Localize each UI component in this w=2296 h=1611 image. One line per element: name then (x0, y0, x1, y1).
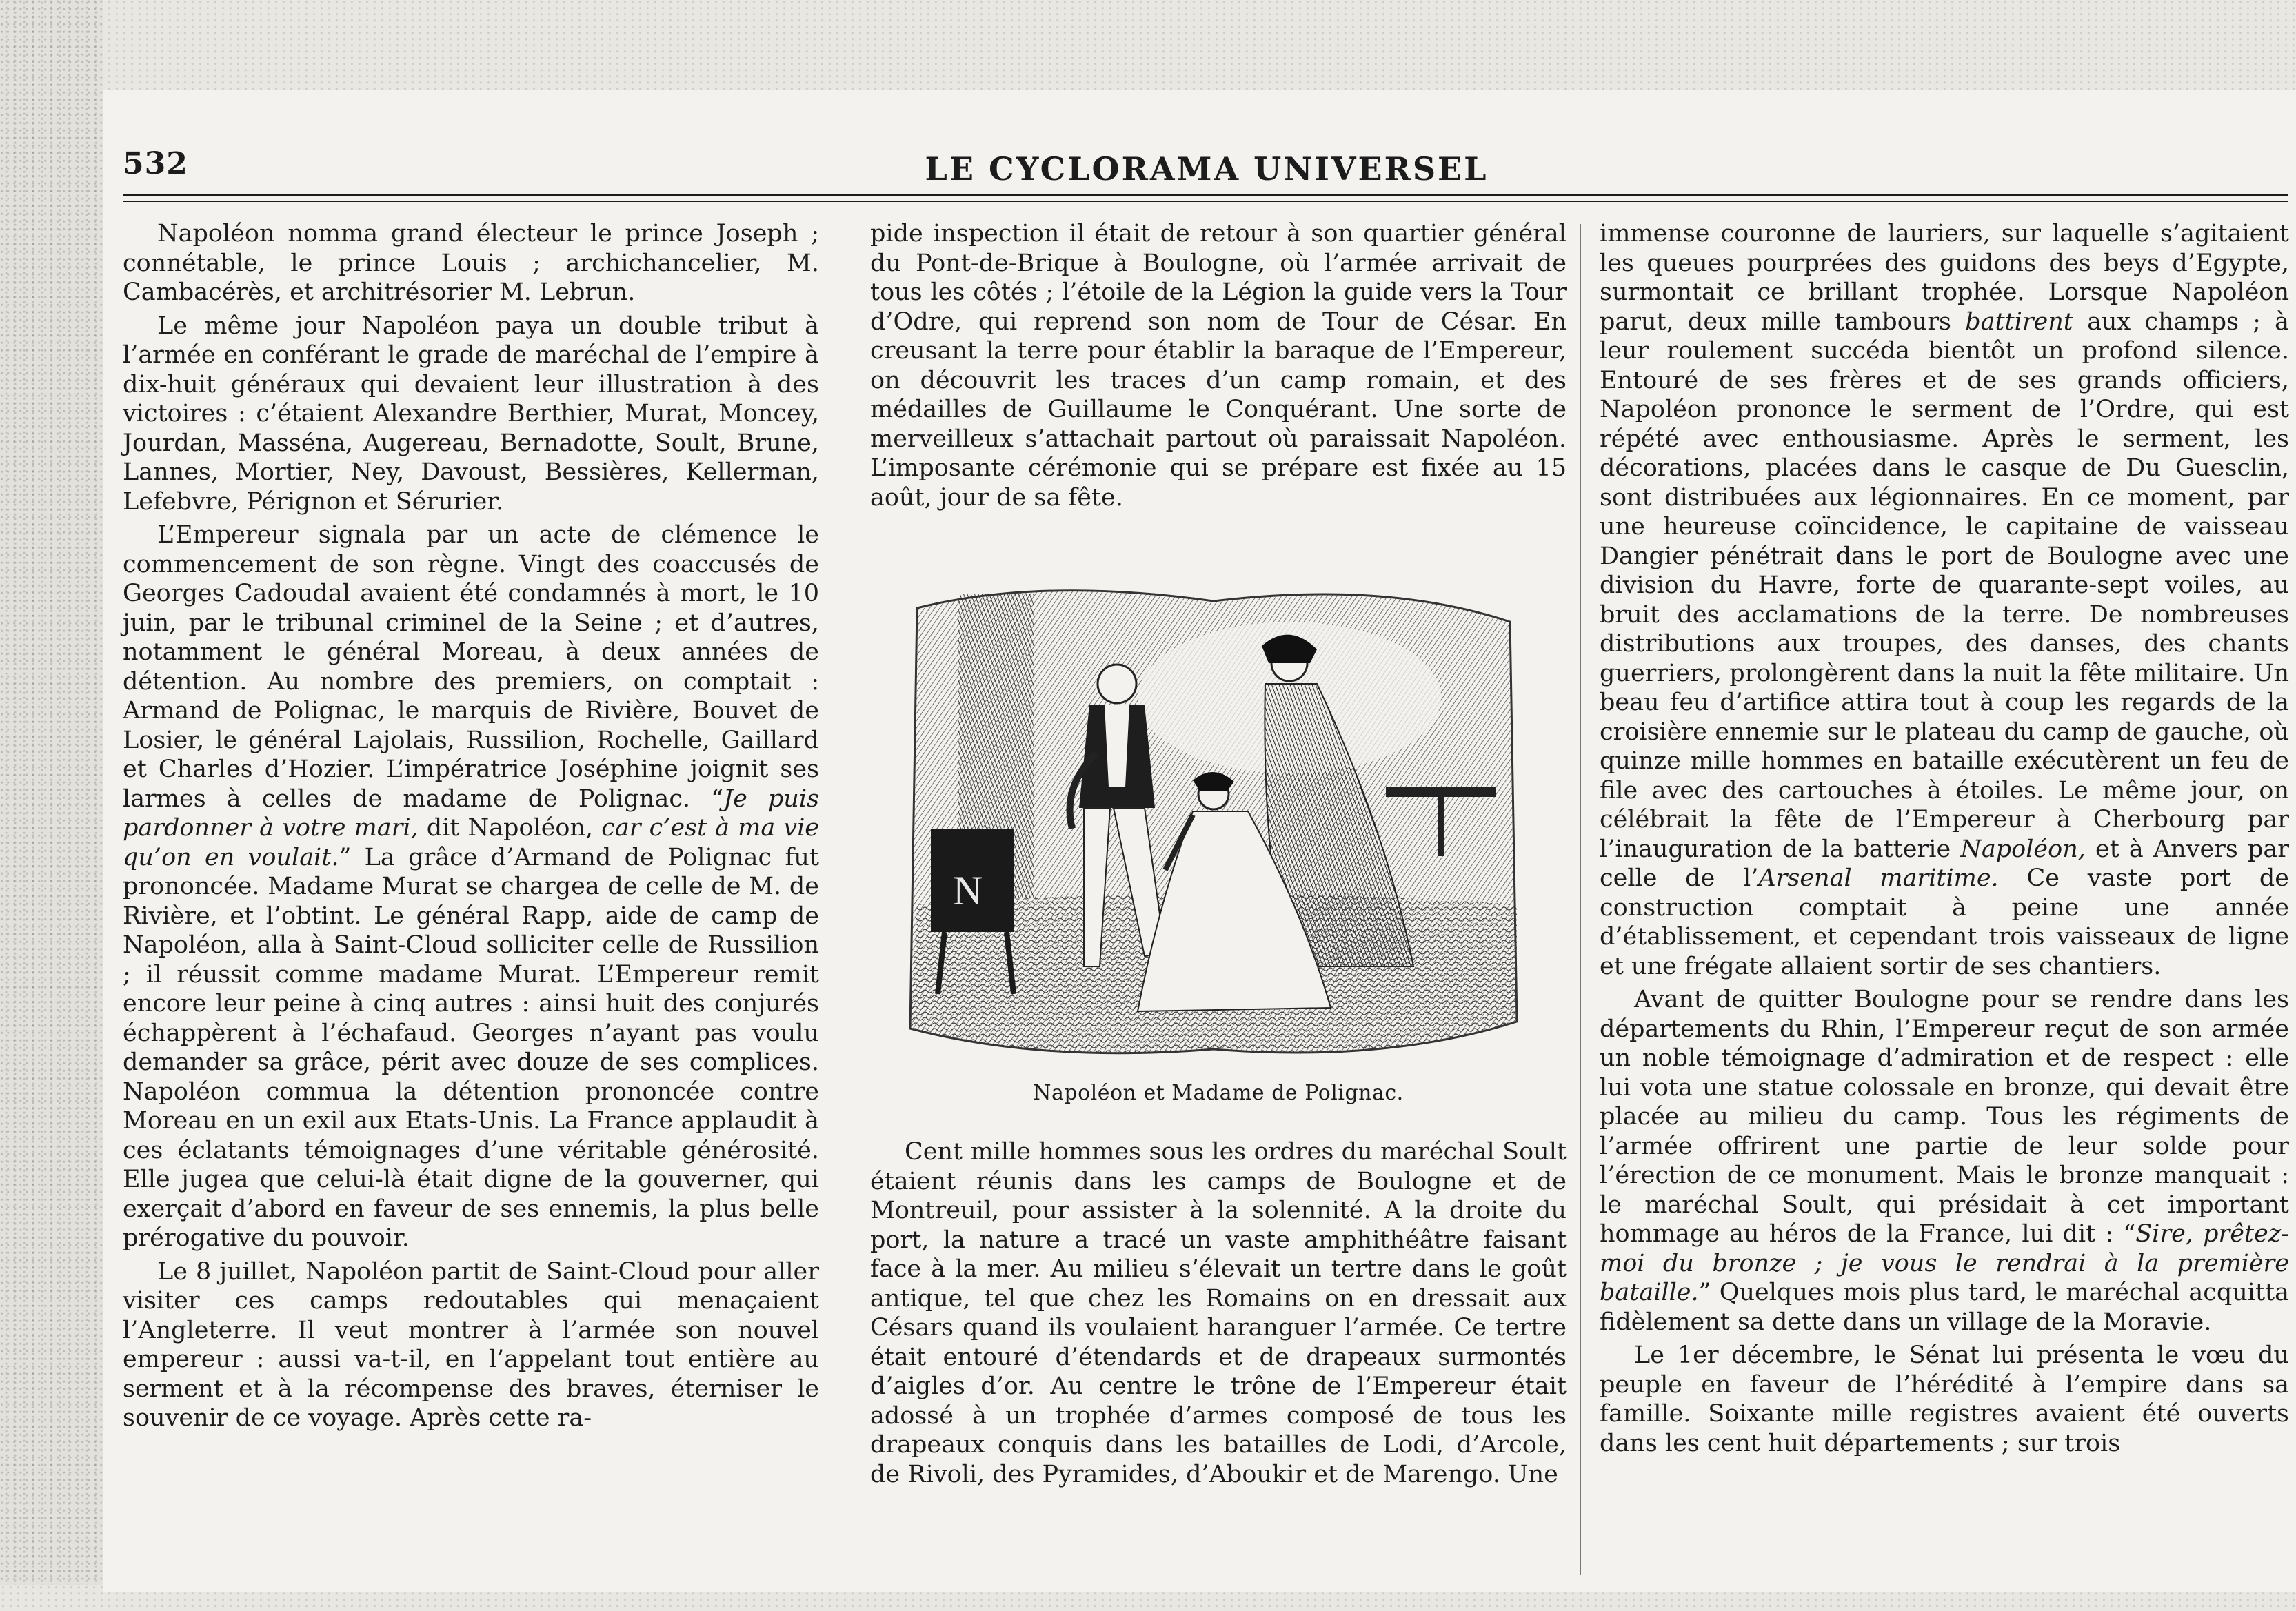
col3-p1-text-d: Ce vaste port de construction comptait à peine une année d’établissement, et cependant trois vaisseaux de ligne et une frégate allaient sortir de ses chantiers. (1600, 864, 2289, 980)
col1-p3-text-a: L’Empereur signala par un acte de clémence le commencement de son règne. Vingt des coaccusés de Georges Cadoudal avaient été condamnés à mort, le 10 juin, par le tribunal criminel de la Seine ; et d’autres, notamment le général Moreau, à deux années de détention. Au nombre des premiers, on comptait : Armand de Polignac, le marquis de Rivière, Bouvet de Losier, le général Lajolais, Russilion, Rochelle, Gaillard et Charles d’Hozier. L’impératrice Joséphine joignit ses larmes à celles de madame de Polignac. “ (123, 521, 819, 813)
col3-paragraph-2 (1600, 985, 2289, 1337)
text-column-3 (1600, 219, 2289, 1462)
col2-paragraph-1: pide inspection il était de retour à son quartier général du Pont-de-Brique à Boulogne, où l’armée arrivait de tous les côtés ; l’étoile de la Légion la guide vers la Tour d’Odre, qui reprend son nom de Tour de César. En creusant la terre pour établir la baraque de l’Empereur, on découvrit les traces d’un camp romain, et des médailles de Guillaume le Conquérant. Une sorte de merveilleux s’attachait partout où paraissait Napoléon. L’imposante cérémonie qui se prépare est fixée au 15 août, jour de sa fête. (870, 220, 1567, 511)
col1-paragraph-4: Le 8 juillet, Napoléon partit de Saint-Cloud pour aller visiter ces camps redoutables qui menaçaient l’Angleterre. Il veut montrer à l’armée son nouvel empereur : aussi va-t-il, en l’appelant tout entière au serment et à la récompense des braves, éterniser le souvenir de ce voyage. Après cette ra- (123, 1257, 819, 1432)
column-divider-2 (1580, 224, 1581, 1575)
col3-p1-italic-2: Napoléon, (1960, 835, 2086, 863)
col1-p3-text-b: dit Napoléon, (418, 814, 602, 842)
col1-p3-text-c: ” La grâce d’Armand de Polignac fut prononcée. Madame Murat se chargea de celle de M. de Rivière, et l’obtint. Le général Rapp, aide de camp de Napoléon, alla à Saint-Cloud solliciter celle de Russilion ; il réussit comme madame Murat. L’Empereur remit encore leur peine à cinq autres : ainsi huit des conjurés échappèrent à l’échafaud. Georges n’ayant pas voulu demander sa grâce, périt avec douze de ses complices. Napoléon commua la détention prononcée contre Moreau en un exil aux Etats-Unis. La France applaudit à ces éclatants témoignages d’une véritable générosité. Elle jugea que celui-là était digne de la gouverner, qui exerçait d’abord en faveur de ses ennemis, la plus belle prérogative du pouvoir. (123, 843, 820, 1252)
scan-margin-top (0, 0, 2296, 90)
col3-p1-text-c: et à Anvers par celle de l’ (1600, 835, 2289, 892)
col1-paragraph-2: Le même jour Napoléon paya un double tribut à l’armée en conférant le grade de maréchal de l’empire à dix-huit généraux qui devaient leur illustration à des victoires : c’étaient Alexandre Berthier, Murat, Moncey, Jourdan, Masséna, Augereau, Bernadotte, Soult, Brune, Lannes, Mortier, Ney, Davoust, Bessières, Kellerman, Lefebvre, Pérignon et Sérurier. (123, 312, 819, 516)
header-rule-thick (123, 194, 2288, 196)
text-column-2-lower (870, 1137, 1567, 1489)
col1-paragraph-3 (123, 520, 819, 1253)
col3-p1-italic-1: battirent (1965, 307, 2073, 336)
col2-paragraph-2: Cent mille hommes sous les ordres du maréchal Soult étaient réunis dans les camps de Boulogne et de Montreuil, pour assister à la solennité. A la droite du port, la nature a tracé un vaste amphithéâtre faisant face à la mer. Au milieu s’élevait un tertre dans le goût antique, tel que chez les Romains on en dressait aux Césars quand ils voulaient haranguer l’armée. Ce tertre était entouré d’étendards et de drapeaux surmontés d’aigles d’or. Au centre le trône de l’Empereur était adossé à un trophée d’armes composé de tous les drapeaux conquis dans les batailles de Lodi, d’Arcole, de Rivoli, des Pyramides, d’Aboukir et de Marengo. Une (870, 1138, 1567, 1488)
col3-p1-italic-3: Arsenal maritime. (1758, 864, 1999, 892)
col3-p1-text-a: immense couronne de lauriers, sur laquelle s’agitaient les queues pourprées des guidons des beys d’Egypte, surmontait ce brillant trophée. Lorsque Napoléon parut, deux mille tambours (1600, 220, 2289, 336)
engraving-illustration (903, 580, 1524, 1057)
col3-paragraph-3: Le 1er décembre, le Sénat lui présenta le vœu du peuple en faveur de l’hérédité à l’empire dans sa famille. Soixante mille registres avaient été ouverts dans les cent huit départements ; sur trois (1600, 1341, 2289, 1457)
running-head-title: LE CYCLORAMA UNIVERSEL (925, 150, 1489, 188)
col3-paragraph-1 (1600, 219, 2289, 981)
page-number: 532 (123, 146, 188, 181)
col3-p2-text-a: Avant de quitter Boulogne pour se rendre dans les départements du Rhin, l’Empereur reçut de son armée un noble témoignage d’admiration et de respect : elle lui vota une statue colossale en bronze, qui devait être placée au milieu du camp. Tous les régiments de l’armée offrirent une partie de leur solde pour l’érection de ce monument. Mais le bronze manquait : le maréchal Soult, qui présidait à cet important hommage au héros de la France, lui dit : “ (1600, 986, 2289, 1248)
text-column-2 (870, 219, 1567, 516)
col3-p1-text-b: aux champs ; à leur roulement succéda bientôt un profond silence. Entouré de ses frères et de ses grands officiers, Napoléon prononce le serment de l’Ordre, qui est répété avec enthousiasme. Après le serment, les décorations, placées dans le casque de Du Guesclin, sont distribuées aux légionnaires. En ce moment, par une heureuse coïncidence, le capitaine de vaisseau Dangier pénétrait dans le port de Boulogne avec une division du Havre, forte de quarante-sept voiles, au bruit des acclamations de la terre. De nombreuses distributions aux troupes, des danses, des chants guerriers, prolongèrent dans la nuit la fête militaire. Un beau feu d’artifice attira tout à coup les regards de la croisière ennemie sur le plateau du camp de gauche, où quinze mille hommes en bataille exécutèrent un feu de file avec des cartouches à étoiles. Le même jour, on célébrait la fête de l’Empereur à Cherbourg par l’inauguration de la batterie (1600, 307, 2290, 863)
figure-caption: Napoléon et Madame de Polignac. (1033, 1081, 1404, 1105)
scan-margin-left (0, 0, 103, 1611)
text-column-1 (123, 219, 819, 1437)
col1-paragraph-1: Napoléon nomma grand électeur le prince Joseph ; connétable, le prince Louis ; archichancelier, M. Cambacérès, et architrésorier M. Lebrun. (123, 220, 819, 306)
col1-p3-quote-1: Je puis pardonner à votre mari, (123, 784, 819, 842)
svg-text:N: N (953, 868, 983, 913)
col3-p2-italic: Sire, prêtez-moi du bronze ; je vous le rendrai à la première bataille. (1600, 1220, 2289, 1306)
col3-p2-text-b: ” Quelques mois plus tard, le maréchal acquitta fidèlement sa dette dans un village de la Moravie. (1600, 1279, 2289, 1336)
header-rule-thin (123, 201, 2288, 202)
col1-p3-quote-2: car c’est à ma vie qu’on en voulait. (123, 814, 819, 871)
